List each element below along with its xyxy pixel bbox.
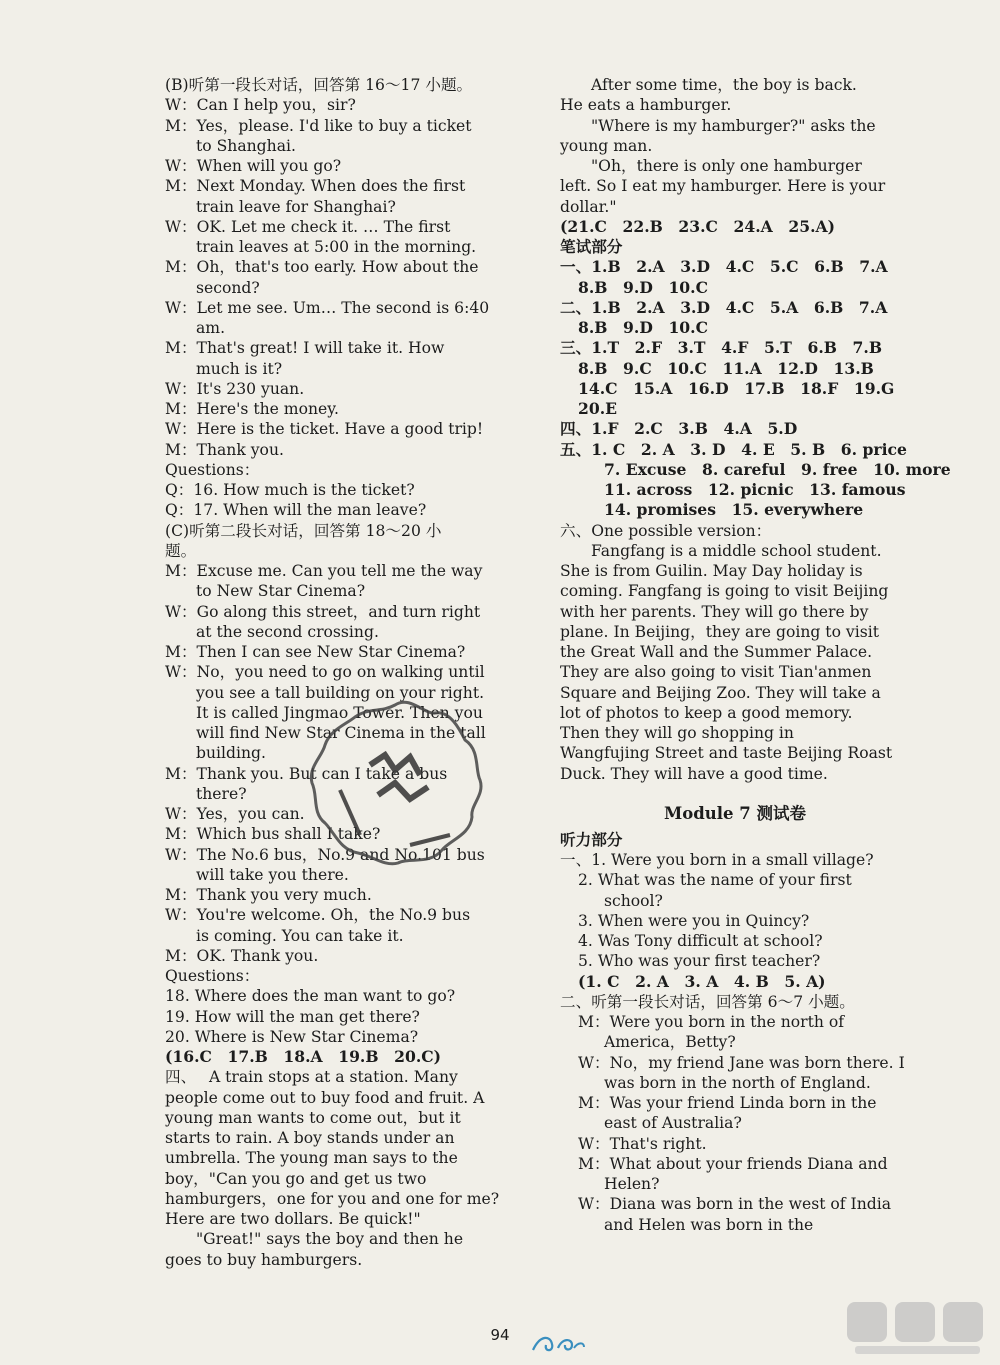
text-line: America，Betty?	[604, 1033, 736, 1052]
text-line: Square and Beijing Zoo. They will take a	[560, 683, 881, 702]
text-line: M：Next Monday. When does the first	[165, 177, 466, 196]
text-line: 2. What was the name of your first	[578, 871, 852, 890]
text-line: W：That's right.	[578, 1134, 707, 1153]
section-title: Module 7 测试卷	[663, 803, 807, 823]
text-line: W：Let me see. Um… The second is 6:40	[165, 298, 490, 317]
text-line: 五、1. C 2. A 3. D 4. E 5. B 6. price	[560, 439, 907, 459]
text-line: Wangfujing Street and taste Beijing Roast	[560, 744, 893, 763]
text-line: and Helen was born in the	[604, 1215, 814, 1234]
text-line: people come out to buy food and fruit. A	[165, 1088, 485, 1107]
text-line: Fangfang is a middle school student.	[591, 541, 882, 560]
text-line: After some time，the boy is back.	[591, 76, 857, 94]
text-line: starts to rain. A boy stands under an	[165, 1129, 455, 1147]
text-line: the Great Wall and the Summer Palace.	[560, 643, 873, 661]
text-line: will take you there.	[196, 865, 349, 884]
text-line: "Oh，there is only one hamburger	[591, 157, 862, 175]
text-line: coming. Fangfang is going to visit Beijing	[560, 582, 889, 601]
text-line: was born in the north of England.	[604, 1073, 871, 1092]
text-line: am.	[196, 319, 226, 337]
text-line: with her parents. They will go there by	[560, 602, 869, 621]
left-column	[165, 75, 505, 1270]
text-line: (1. C 2. A 3. A 4. B 5. A)	[578, 971, 826, 991]
text-line: W：The No.6 bus，No.9 and No.101 bus	[165, 845, 485, 864]
text-line: at the second crossing.	[196, 622, 379, 641]
text-line: there?	[196, 784, 247, 803]
text-line: M：Excuse me. Can you tell me the way	[165, 562, 483, 580]
text-line: Q：16. How much is the ticket?	[165, 481, 415, 499]
text-line: W：Yes，you can.	[165, 805, 305, 823]
text-line: W：No，my friend Jane was born there. I	[578, 1053, 905, 1072]
text-line: 听力部分	[560, 829, 623, 849]
text-line: M：Thank you. But can I take a bus	[165, 764, 448, 783]
text-line: 六、One possible version：	[560, 521, 772, 540]
text-line: 7. Excuse 8. careful 9. free 10. more	[604, 459, 951, 479]
text-line: 二、1.B 2.A 3.D 4.C 5.A 6.B 7.A	[560, 297, 888, 317]
text-line: 题。	[165, 541, 197, 560]
text-line: train leaves at 5:00 in the morning.	[196, 238, 477, 256]
text-line: M：Was your friend Linda born in the	[578, 1094, 877, 1112]
swirl-ornament-icon	[528, 1330, 588, 1356]
text-line: 一、1. Were you born in a small village?	[560, 851, 874, 869]
text-line: 四、1.F 2.C 3.B 4.A 5.D	[560, 419, 798, 439]
text-line: W：OK. Let me check it. … The first	[165, 217, 451, 236]
text-line: She is from Guilin. May Day holiday is	[560, 562, 863, 580]
text-line: M：That's great! I will take it. How	[165, 339, 445, 358]
text-line: W：Can I help you，sir?	[165, 96, 356, 115]
text-line: will find New Star Cinema in the tall	[196, 724, 486, 742]
text-line: 一、1.B 2.A 3.D 4.C 5.C 6.B 7.A	[560, 257, 888, 277]
text-line: W：Here is the ticket. Have a good trip!	[165, 420, 484, 439]
text-line: 8.B 9.D 10.C	[578, 277, 708, 297]
text-line: (C)听第二段长对话，回答第 18～20 小	[165, 521, 442, 540]
text-line: Then they will go shopping in	[560, 724, 794, 742]
text-line: M：Here's the money.	[165, 400, 339, 418]
text-line: boy，"Can you go and get us two	[165, 1169, 427, 1188]
text-line: Questions：	[165, 460, 260, 479]
text-line: young man wants to come out，but it	[165, 1108, 461, 1127]
text-line: 14.C 15.A 16.D 17.B 18.F 19.G	[578, 378, 895, 398]
text-line: W：You're welcome. Oh，the No.9 bus	[165, 906, 471, 925]
text-line: 8.B 9.C 10.C 11.A 12.D 13.B	[578, 358, 874, 378]
text-line: 笔试部分	[560, 237, 623, 256]
text-line: 三、1.T 2.F 3.T 4.F 5.T 6.B 7.B	[560, 338, 883, 358]
text-line: W：No，you need to go on walking until	[165, 663, 485, 682]
text-line: 20.E	[578, 399, 618, 418]
text-line: second?	[196, 278, 260, 297]
text-line: Helen?	[604, 1175, 660, 1193]
text-line: (B)听第一段长对话，回答第 16～17 小题。	[165, 76, 473, 94]
text-line: Q：17. When will the man leave?	[165, 501, 427, 520]
text-line: M：OK. Thank you.	[165, 946, 319, 965]
text-line: 20. Where is New Star Cinema?	[165, 1027, 419, 1046]
text-line: 二、听第一段长对话，回答第 6～7 小题。	[560, 992, 855, 1011]
text-line: umbrella. The young man says to the	[165, 1149, 458, 1168]
text-line: 5. Who was your first teacher?	[578, 952, 821, 971]
text-line: M：Thank you.	[165, 440, 284, 459]
text-line: lot of photos to keep a good memory.	[560, 703, 853, 722]
text-line: train leave for Shanghai?	[196, 197, 396, 216]
text-line: plane. In Beijing，they are going to visit	[560, 622, 879, 641]
text-line: dollar."	[560, 197, 617, 216]
text-line: left. So I eat my hamburger. Here is your	[560, 177, 886, 196]
right-column-part-1	[560, 75, 951, 784]
text-line: goes to buy hamburgers.	[165, 1250, 363, 1269]
text-line: 14. promises 15. everywhere	[604, 500, 864, 520]
text-line: "Great!" says the boy and then he	[196, 1230, 464, 1249]
text-line: you see a tall building on your right.	[196, 683, 485, 702]
text-line: 19. How will the man get there?	[165, 1007, 420, 1026]
text-line: W：It's 230 yuan.	[165, 379, 305, 398]
text-line: W：Diana was born in the west of India	[578, 1195, 892, 1214]
right-column-part-2	[560, 830, 910, 1235]
text-line: M：Then I can see New Star Cinema?	[165, 643, 466, 661]
text-line: 3. When were you in Quincy?	[578, 911, 810, 930]
text-line: It is called Jingmao Tower. Then you	[196, 703, 483, 722]
text-line: Duck. They will have a good time.	[560, 764, 828, 783]
text-line: M：What about your friends Diana and	[578, 1154, 888, 1173]
text-line: W：Go along this street，and turn right	[165, 602, 481, 621]
text-line: M：Which bus shall I take?	[165, 825, 381, 844]
text-line: (21.C 22.B 23.C 24.A 25.A)	[560, 216, 835, 236]
text-line: Questions：	[165, 967, 260, 985]
text-line: M：Were you born in the north of	[578, 1013, 844, 1031]
page-number: 94	[490, 1326, 510, 1344]
text-line: W：When will you go?	[165, 157, 342, 175]
text-line: is coming. You can take it.	[196, 926, 404, 945]
text-line: 4. Was Tony difficult at school?	[578, 932, 823, 950]
text-line: hamburgers，one for you and one for me?	[165, 1189, 500, 1208]
text-line: M：Thank you very much.	[165, 886, 372, 904]
text-line: He eats a hamburger.	[560, 96, 732, 115]
text-line: M：Oh，that's too early. How about the	[165, 258, 479, 277]
text-line: school?	[604, 891, 663, 910]
text-line: much is it?	[196, 359, 283, 378]
text-line: 11. across 12. picnic 13. famous	[604, 480, 906, 499]
text-line: building.	[196, 744, 266, 763]
text-line: M：Yes，please. I'd like to buy a ticket	[165, 116, 472, 135]
text-line: east of Australia?	[604, 1114, 742, 1133]
text-line: They are also going to visit Tian'anmen	[560, 663, 872, 682]
text-line: "Where is my hamburger?" asks the	[591, 116, 876, 135]
text-line: (16.C 17.B 18.A 19.B 20.C)	[165, 1047, 442, 1066]
text-line: Here are two dollars. Be quick!"	[165, 1210, 421, 1228]
right-column	[560, 75, 951, 1235]
text-line: young man.	[560, 136, 653, 155]
watermark-stamp-icon	[300, 695, 490, 870]
text-line: to New Star Cinema?	[196, 582, 366, 601]
text-line: to Shanghai.	[196, 136, 296, 155]
text-line: 四、 A train stops at a station. Many	[165, 1068, 458, 1087]
text-line: 8.B 9.D 10.C	[578, 318, 708, 337]
text-line: 18. Where does the man want to go?	[165, 987, 456, 1006]
